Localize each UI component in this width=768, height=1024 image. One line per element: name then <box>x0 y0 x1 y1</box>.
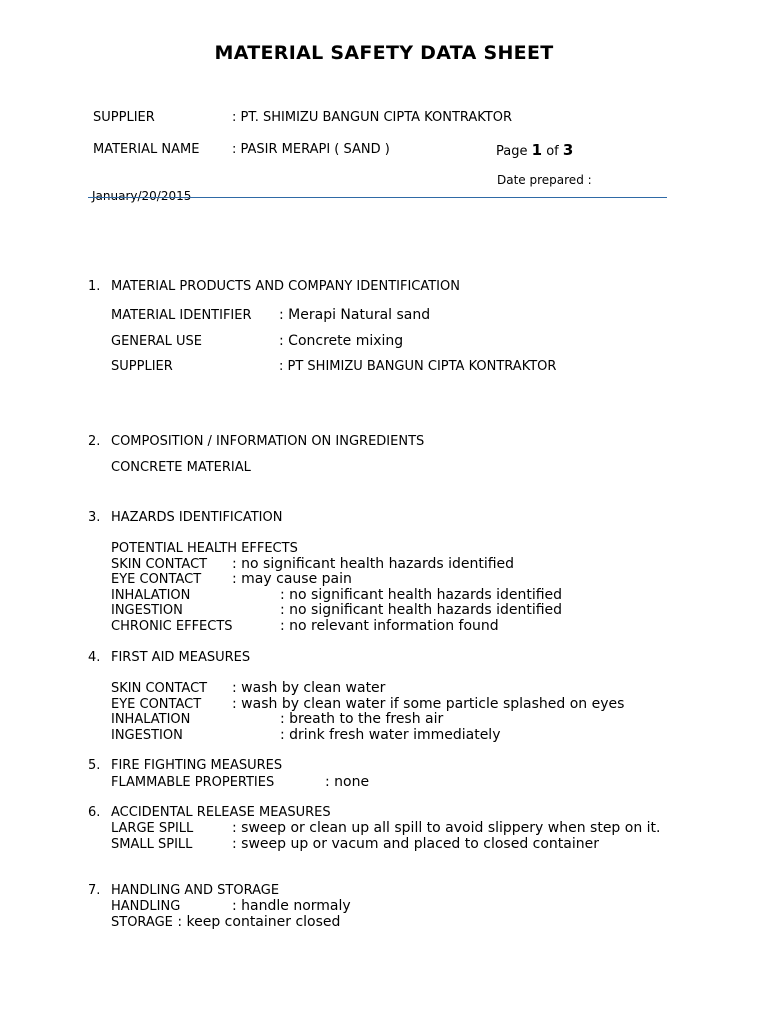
date-prepared-value: January/20/2015 <box>92 189 192 203</box>
flammable-properties-value: : none <box>325 774 370 790</box>
material-identifier-value: : Merapi Natural sand <box>279 307 431 323</box>
section-7-number: 7. <box>88 883 101 898</box>
storage-line <box>111 914 340 930</box>
section-5-title: FIRE FIGHTING MEASURES <box>111 758 283 773</box>
section-6-number: 6. <box>88 805 101 820</box>
page-of: of <box>546 144 559 159</box>
supplier-id-value: : PT SHIMIZU BANGUN CIPTA KONTRAKTOR <box>279 359 557 374</box>
section-5-number: 5. <box>88 758 101 773</box>
firstaid-ingestion-value: : drink fresh water immediately <box>280 727 501 743</box>
section-4-title: FIRST AID MEASURES <box>111 650 251 665</box>
header-divider <box>88 197 667 198</box>
composition-text: CONCRETE MATERIAL <box>111 460 251 475</box>
storage-label: STORAGE <box>111 915 173 930</box>
large-spill-label: LARGE SPILL <box>111 821 194 836</box>
supplier-id-label: SUPPLIER <box>111 359 173 374</box>
page-current: 1 <box>531 141 543 159</box>
hazard-skin-contact-label: SKIN CONTACT <box>111 557 208 572</box>
document-title: MATERIAL SAFETY DATA SHEET <box>214 42 554 64</box>
firstaid-inhalation-value: : breath to the fresh air <box>280 711 444 727</box>
hazard-chronic-effects-label: CHRONIC EFFECTS <box>111 619 233 634</box>
firstaid-eye-contact-label: EYE CONTACT <box>111 697 202 712</box>
supplier-value: : PT. SHIMIZU BANGUN CIPTA KONTRAKTOR <box>232 110 513 125</box>
large-spill-value: : sweep or clean up all spill to avoid slippery when step on it. <box>232 820 661 836</box>
handling-label: HANDLING <box>111 899 181 914</box>
section-1-title: MATERIAL PRODUCTS AND COMPANY IDENTIFICATION <box>111 279 460 294</box>
small-spill-value: : sweep up or vacum and placed to closed container <box>232 836 600 852</box>
section-7-title: HANDLING AND STORAGE <box>111 883 280 898</box>
firstaid-inhalation-label: INHALATION <box>111 712 191 727</box>
small-spill-label: SMALL SPILL <box>111 837 193 852</box>
hazard-eye-contact-value: : may cause pain <box>232 571 352 587</box>
firstaid-skin-contact-label: SKIN CONTACT <box>111 681 208 696</box>
hazard-skin-contact-value: : no significant health hazards identified <box>232 556 515 572</box>
hazard-eye-contact-label: EYE CONTACT <box>111 572 202 587</box>
section-2-title: COMPOSITION / INFORMATION ON INGREDIENTS <box>111 434 425 449</box>
hazard-ingestion-label: INGESTION <box>111 603 183 618</box>
firstaid-ingestion-label: INGESTION <box>111 728 183 743</box>
date-prepared-label: Date prepared : <box>497 173 592 187</box>
general-use-value: : Concrete mixing <box>279 333 404 349</box>
general-use-label: GENERAL USE <box>111 334 202 349</box>
section-2-number: 2. <box>88 434 101 449</box>
page-indicator <box>496 141 573 159</box>
section-3-title: HAZARDS IDENTIFICATION <box>111 510 283 525</box>
firstaid-eye-contact-value: : wash by clean water if some particle splashed on eyes <box>232 696 625 712</box>
flammable-properties-label: FLAMMABLE PROPERTIES <box>111 775 275 790</box>
section-1-number: 1. <box>88 279 101 294</box>
material-identifier-label: MATERIAL IDENTIFIER <box>111 308 252 323</box>
page-total: 3 <box>562 141 574 159</box>
page-word: Page <box>496 144 528 159</box>
handling-value: : handle normaly <box>232 898 351 914</box>
storage-value: : keep container closed <box>172 914 341 930</box>
section-3-number: 3. <box>88 510 101 525</box>
hazard-inhalation-value: : no significant health hazards identified <box>280 587 563 603</box>
supplier-label: SUPPLIER <box>93 110 155 125</box>
potential-health-effects: POTENTIAL HEALTH EFFECTS <box>111 541 298 556</box>
section-6-title: ACCIDENTAL RELEASE MEASURES <box>111 805 331 820</box>
hazard-inhalation-label: INHALATION <box>111 588 191 603</box>
material-name-value: : PASIR MERAPI ( SAND ) <box>232 142 390 157</box>
section-4-number: 4. <box>88 650 101 665</box>
material-name-label: MATERIAL NAME <box>93 142 200 157</box>
hazard-ingestion-value: : no significant health hazards identified <box>280 602 563 618</box>
hazard-chronic-effects-value: : no relevant information found <box>280 618 499 634</box>
firstaid-skin-contact-value: : wash by clean water <box>232 680 386 696</box>
